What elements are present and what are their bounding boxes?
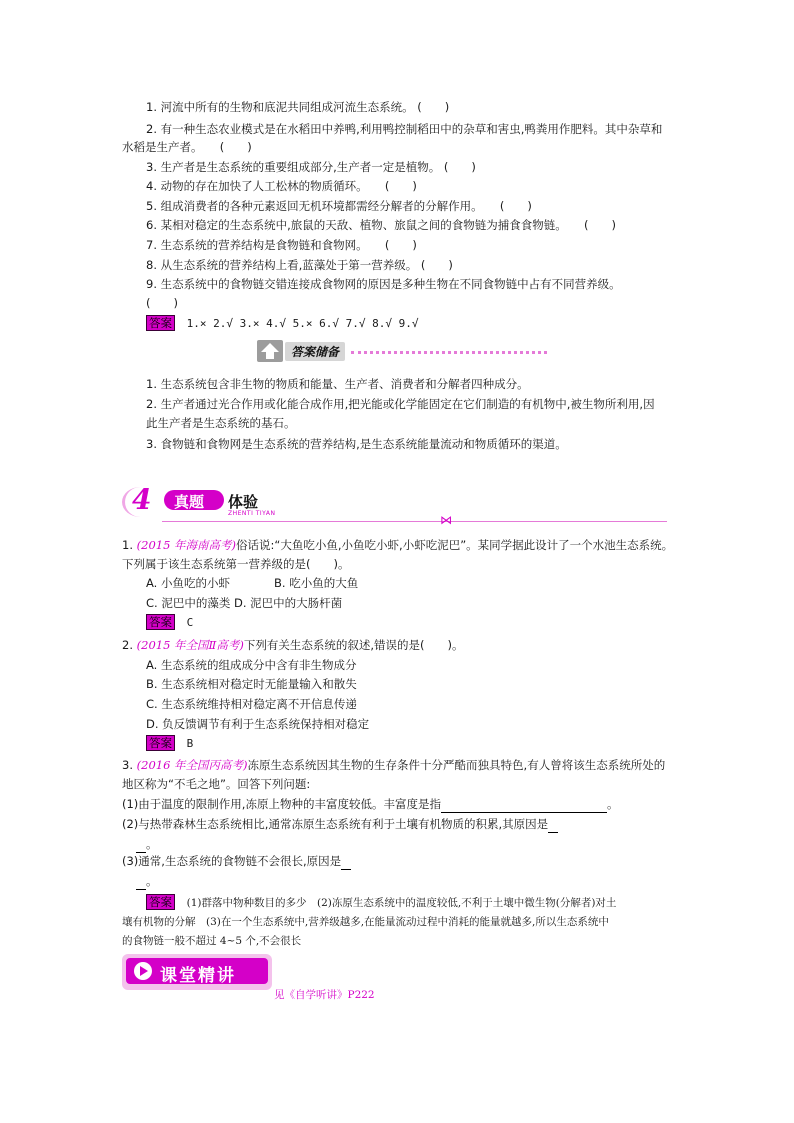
bow-icon: ⋈ bbox=[440, 513, 452, 527]
reference-link[interactable]: 见《自学听讲》P222 bbox=[274, 989, 375, 1001]
q3-stem-line2: 地区称为“不毛之地”。回答下列问题: bbox=[122, 777, 311, 791]
q3-blank-1 bbox=[441, 796, 607, 813]
q3-answer-line2: 壤有机物的分解 (3)在一个生态系统中,营养级越多,在能量流动过程中消耗的能量就越多,所以生态系统中 bbox=[122, 916, 609, 928]
q3-sub-2 bbox=[122, 816, 558, 833]
q1-stem-line2: 下列属于该生态系统第一营养级的是( )。 bbox=[122, 557, 350, 571]
classroom-banner bbox=[122, 954, 272, 990]
judgment-9-line2: ( ) bbox=[146, 296, 178, 310]
classroom-title: 课堂精讲 bbox=[160, 966, 236, 986]
judgment-1: 1. 河流中所有的生物和底泥共同组成河流生态系统。 ( ) bbox=[146, 100, 450, 114]
judgment-answer-row bbox=[146, 315, 418, 332]
reserve-note-2-line2: 此生产者是生态系统的基石。 bbox=[146, 416, 296, 430]
q3-sub-2-text: (2)与热带森林生态系统相比,通常冻原生态系统有利于土壤有机物质的积累,其原因是 bbox=[122, 817, 549, 831]
q2-source: (2015 年全国Ⅱ高考) bbox=[136, 638, 244, 652]
q1-number: 1. bbox=[122, 538, 133, 552]
answer-reserve-label: 答案储备 bbox=[285, 342, 345, 361]
q1-stem-text: 俗话说:“大鱼吃小鱼,小鱼吃小虾,小虾吃泥巴”。某同学据此设计了一个水池生态系统。 bbox=[236, 538, 674, 552]
q3-number: 3. bbox=[122, 758, 133, 772]
judgment-answers: 1.× 2.√ 3.× 4.√ 5.× 6.√ 7.√ 8.√ 9.√ bbox=[186, 317, 419, 330]
section-number: 4 bbox=[132, 483, 152, 516]
dotted-divider bbox=[351, 351, 547, 354]
section-title-b: 体验 bbox=[228, 493, 259, 511]
reserve-note-1: 1. 生态系统包含非生物的物质和能量、生产者、消费者和分解者四种成分。 bbox=[146, 377, 529, 391]
q3-sub-3-cont bbox=[136, 873, 158, 890]
answer-reserve-banner bbox=[257, 340, 557, 366]
reserve-note-3: 3. 食物链和食物网是生态系统的营养结构,是生态系统能量流动和物质循环的渠道。 bbox=[146, 437, 567, 451]
q2-answer-row bbox=[146, 735, 193, 752]
judgment-3: 3. 生产者是生态系统的重要组成部分,生产者一定是植物。 ( ) bbox=[146, 160, 476, 174]
judgment-5: 5. 组成消费者的各种元素返回无机环境都需经分解者的分解作用。 ( ) bbox=[146, 199, 532, 213]
q3-blank-2b bbox=[136, 836, 146, 853]
reserve-note-2-line1: 2. 生产者通过光合作用或化能合成作用,把光能或化学能固定在它们制造的有机物中,被生物所利用,因 bbox=[146, 397, 655, 411]
section-subtitle: ZHENTI TIYAN bbox=[228, 510, 276, 517]
q3-sub-2-end: 。 bbox=[146, 837, 158, 851]
judgment-6: 6. 某相对稳定的生态系统中,旅鼠的天敌、植物、旅鼠之间的食物链为捕食食物链。 ( ) bbox=[146, 218, 617, 232]
q2-option-c: C. 生态系统维持相对稳定离不开信息传递 bbox=[146, 697, 357, 711]
q1-option-cd: C. 泥巴中的藻类 D. 泥巴中的大肠杆菌 bbox=[146, 596, 343, 610]
up-arrow-icon bbox=[257, 340, 283, 362]
q3-blank-2a bbox=[548, 816, 558, 833]
q2-stem-text: 下列有关生态系统的叙述,错误的是( )。 bbox=[243, 638, 464, 652]
q3-source: (2016 年全国丙高考) bbox=[136, 758, 248, 772]
judgment-4: 4. 动物的存在加快了人工松林的物质循环。 ( ) bbox=[146, 179, 417, 193]
q1-option-a: A. 小鱼吃的小虾 bbox=[146, 576, 230, 590]
play-arrow-icon bbox=[134, 962, 152, 980]
judgment-8: 8. 从生态系统的营养结构上看,蓝藻处于第一营养级。 ( ) bbox=[146, 258, 453, 272]
judgment-9-line1: 9. 生态系统中的食物链交错连接成食物网的原因是多种生物在不同食物链中占有不同营养级。 bbox=[146, 277, 621, 291]
q3-sub-1 bbox=[122, 796, 618, 813]
q1-option-b: B. 吃小鱼的大鱼 bbox=[274, 576, 359, 590]
q3-stem-text: 冻原生态系统因其生物的生存条件十分严酷而独具特色,有人曾将该生态系统所处的 bbox=[247, 758, 666, 772]
judgment-7: 7. 生态系统的营养结构是食物链和食物网。 ( ) bbox=[146, 238, 417, 252]
q1-stem-line1 bbox=[122, 537, 673, 553]
q3-sub-3-end: 。 bbox=[146, 874, 158, 888]
q2-option-b: B. 生态系统相对稳定时无能量输入和散失 bbox=[146, 677, 357, 691]
q3-sub-3-text: (3)通常,生态系统的食物链不会很长,原因是 bbox=[122, 854, 342, 868]
section-rule bbox=[162, 521, 667, 522]
q1-answer-row bbox=[146, 614, 193, 631]
section-title-a: 真题 bbox=[174, 493, 205, 511]
q1-answer: C bbox=[186, 616, 194, 629]
answer-badge: 答案 bbox=[146, 315, 175, 331]
q2-answer: B bbox=[186, 737, 194, 750]
q3-blank-3b bbox=[136, 873, 146, 890]
judgment-2-line2: 水稻是生产者。 ( ) bbox=[122, 140, 252, 154]
q3-stem-line1 bbox=[122, 757, 665, 773]
section-4-header bbox=[122, 483, 667, 527]
q3-sub-1-end: 。 bbox=[606, 797, 619, 811]
answer-badge: 答案 bbox=[146, 894, 175, 910]
q3-answer-line3: 的食物链一般不超过 4~5 个,不会很长 bbox=[122, 935, 302, 947]
q2-number: 2. bbox=[122, 638, 133, 652]
q3-sub-2-cont bbox=[136, 836, 158, 853]
q3-sub-1-text: (1)由于温度的限制作用,冻原上物种的丰富度较低。丰富度是指 bbox=[122, 797, 441, 811]
q3-blank-3a bbox=[341, 853, 351, 870]
q3-answer-text-1: (1)群落中物种数目的多少 (2)冻原生态系统中的温度较低,不利于土壤中微生物(分解者)对土 bbox=[186, 897, 617, 909]
q1-source: (2015 年海南高考) bbox=[136, 538, 237, 552]
q2-stem bbox=[122, 637, 464, 653]
q3-sub-3 bbox=[122, 853, 351, 870]
q3-answer-line1 bbox=[146, 894, 616, 911]
judgment-2-line1: 2. 有一种生态农业模式是在水稻田中养鸭,利用鸭控制稻田中的杂草和害虫,鸭粪用作肥料。其中杂草和 bbox=[146, 122, 663, 136]
answer-badge: 答案 bbox=[146, 735, 175, 751]
classroom-banner-inner bbox=[126, 958, 268, 984]
q2-option-d: D. 负反馈调节有利于生态系统保持相对稳定 bbox=[146, 717, 370, 731]
q2-option-a: A. 生态系统的组成成分中含有非生物成分 bbox=[146, 658, 357, 672]
answer-badge: 答案 bbox=[146, 614, 175, 630]
